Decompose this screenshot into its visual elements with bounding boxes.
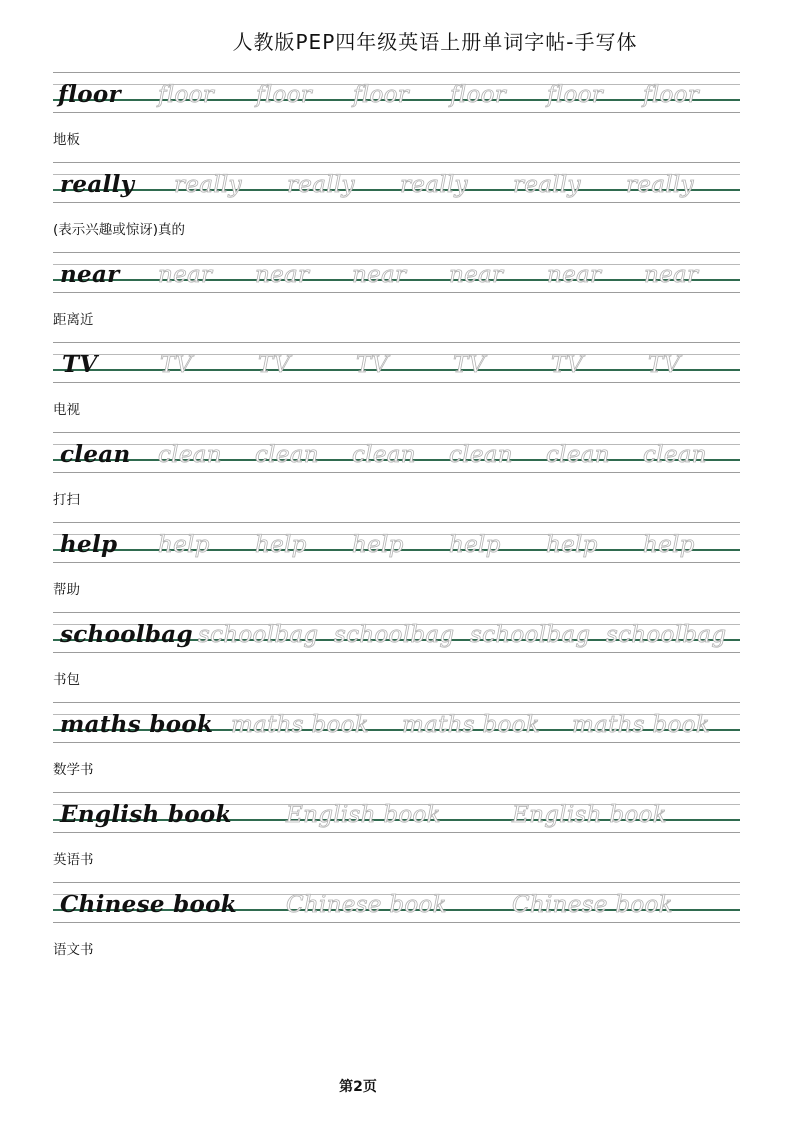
trace-word: TV — [356, 352, 389, 378]
model-word: maths book — [60, 711, 214, 738]
entry-help — [0, 522, 793, 612]
model-word: clean — [60, 441, 131, 468]
trace-word: TV — [258, 352, 291, 378]
trace-word: near — [255, 262, 310, 288]
entry-near — [0, 252, 793, 342]
model-word: English book — [60, 801, 232, 828]
trace-word: help — [546, 532, 598, 558]
meaning-label: 语文书 — [53, 942, 94, 958]
trace-word: TV — [453, 352, 486, 378]
trace-word: clean — [546, 442, 610, 468]
model-word: near — [60, 261, 120, 288]
trace-word: schoolbag — [198, 622, 319, 648]
trace-word: help — [158, 532, 210, 558]
trace-word: near — [644, 262, 699, 288]
meaning-label: 距离近 — [53, 312, 94, 328]
trace-word: maths book — [231, 712, 370, 738]
entry-maths-book — [0, 702, 793, 792]
trace-word: clean — [643, 442, 707, 468]
trace-word: Chinese book — [512, 892, 673, 918]
trace-word: near — [352, 262, 407, 288]
entry-tv — [0, 342, 793, 432]
trace-word: schoolbag — [470, 622, 591, 648]
trace-word: clean — [158, 442, 222, 468]
trace-word: maths book — [572, 712, 711, 738]
trace-word: clean — [352, 442, 416, 468]
trace-word: really — [400, 172, 468, 198]
trace-word: really — [174, 172, 242, 198]
trace-word: English book — [512, 802, 667, 828]
trace-word: floor — [256, 82, 313, 108]
page-number: 第2页 — [339, 1079, 377, 1095]
trace-word: maths book — [402, 712, 541, 738]
entry-chinese-book — [0, 882, 793, 972]
meaning-label: 打扫 — [53, 492, 80, 508]
trace-word: help — [255, 532, 307, 558]
model-word: floor — [58, 81, 121, 108]
entry-schoolbag — [0, 612, 793, 702]
writing-lines — [53, 342, 740, 387]
entry-clean — [0, 432, 793, 522]
trace-word: near — [158, 262, 213, 288]
meaning-label: 电视 — [53, 402, 80, 418]
trace-word: near — [449, 262, 504, 288]
meaning-label: 书包 — [53, 672, 80, 688]
entry-english-book — [0, 792, 793, 882]
trace-word: near — [547, 262, 602, 288]
trace-word: Chinese book — [286, 892, 447, 918]
model-word: Chinese book — [60, 891, 238, 918]
trace-word: really — [513, 172, 581, 198]
trace-word: English book — [286, 802, 441, 828]
model-word: schoolbag — [60, 621, 193, 648]
model-word: TV — [62, 351, 98, 378]
trace-word: clean — [449, 442, 513, 468]
trace-word: schoolbag — [334, 622, 455, 648]
trace-word: schoolbag — [606, 622, 727, 648]
trace-word: help — [352, 532, 404, 558]
trace-word: help — [643, 532, 695, 558]
trace-word: clean — [255, 442, 319, 468]
trace-word: TV — [551, 352, 584, 378]
meaning-label: 地板 — [53, 132, 80, 148]
trace-word: floor — [547, 82, 604, 108]
page-title: 人教版PEP四年级英语上册单词字帖-手写体 — [232, 30, 638, 54]
trace-word: really — [626, 172, 694, 198]
model-word: help — [60, 531, 118, 558]
meaning-label: (表示兴趣或惊讶)真的 — [53, 222, 186, 238]
trace-word: TV — [648, 352, 681, 378]
trace-word: floor — [158, 82, 215, 108]
entry-floor — [0, 72, 793, 162]
trace-word: floor — [353, 82, 410, 108]
model-word: really — [60, 171, 135, 198]
entry-really — [0, 162, 793, 252]
meaning-label: 帮助 — [53, 582, 80, 598]
trace-word: really — [287, 172, 355, 198]
trace-word: help — [449, 532, 501, 558]
meaning-label: 英语书 — [53, 852, 94, 868]
trace-word: TV — [160, 352, 193, 378]
trace-word: floor — [450, 82, 507, 108]
trace-word: floor — [643, 82, 700, 108]
meaning-label: 数学书 — [53, 762, 94, 778]
